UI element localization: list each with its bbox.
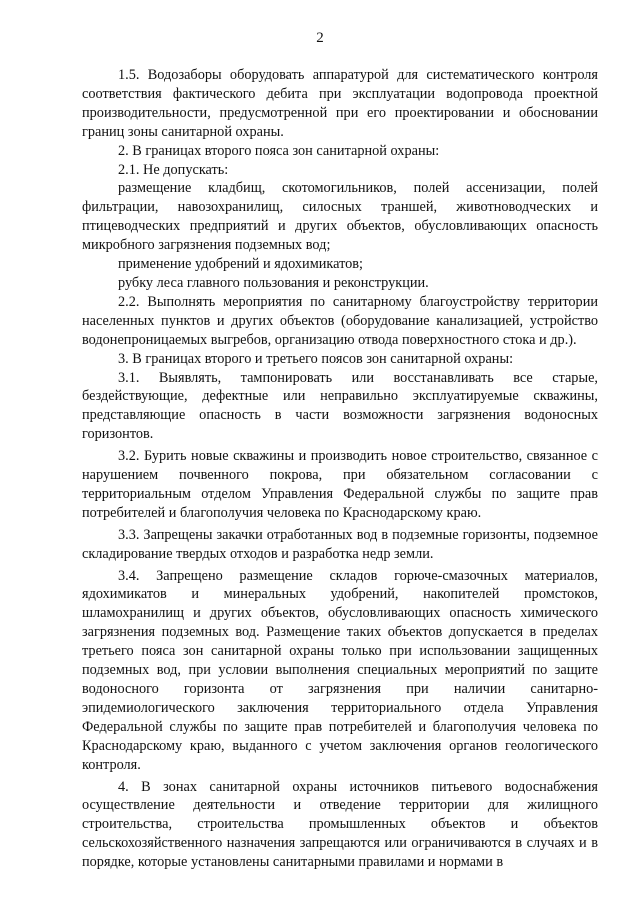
paragraph-3-2: 3.2. Бурить новые скважины и производить новое строительство, связанное с нарушением почвенного покрова, при обязательном согласовании с территориальным отделом Управления Федеральной службы по защите прав потребителей и благополучия человека по Краснодарскому краю.	[82, 448, 598, 521]
paragraph-2-1-item-3: рубку леса главного пользования и реконструкции.	[118, 274, 429, 291]
paragraph-2-1-item-1: размещение кладбищ, скотомогильников, полей ассенизации, полей фильтрации, навозохранилищ, силосных траншей, животноводческих и птицеводческих предприятий и других объектов, обусловливающих опасность микробного загрязнения подземных вод;	[82, 180, 598, 254]
paragraph-3: 3. В границах второго и третьего поясов зон санитарной охраны:	[118, 350, 514, 367]
document-body	[82, 66, 598, 872]
paragraph-2-2: 2.2. Выполнять мероприятия по санитарному благоустройству территории населенных пунктов и других объектов (оборудование канализацией, устройство водонепроницаемых выгребов, организацию отвода поверхностного стока и др.).	[82, 293, 598, 348]
paragraph-3-4: 3.4. Запрещено размещение складов горюче-смазочных материалов, ядохимикатов и минеральных удобрений, накопителей промстоков, шламохранилищ и других объектов, обусловливающих опасность химического загрязнения подземных вод. Размещение таких объектов допускается в пределах третьего пояса зон санитарной охраны только при использовании защищенных подземных вод, при условии выполнения специальных мероприятий по защите водоносного горизонта от загрязнения при наличии санитарно-эпидемиологического заключения территориального отдела Управления Федеральной службы по защите прав потребителей и благополучия человека по Краснодарскому краю, выданного с учетом заключения органов геологического контроля.	[82, 567, 598, 773]
paragraph-4: 4. В зонах санитарной охраны источников питьевого водоснабжения осуществление деятельности и отведение территории для жилищного строительства, строительства промышленных объектов и объектов сельскохозяйственного назначения запрещаются или ограничиваются в случаях и в порядке, которые установлены санитарными правилами и нормами в	[82, 778, 598, 871]
paragraph-2: 2. В границах второго пояса зон санитарной охраны:	[118, 142, 440, 159]
paragraph-2-1-item-2: применение удобрений и ядохимикатов;	[118, 256, 364, 273]
paragraph-1-5: 1.5. Водозаборы оборудовать аппаратурой для систематического контроля соответствия фактического дебита при эксплуатации водопровода проектной производительности, предусмотренной при его проектировании и обосновании границ зоны санитарной охраны.	[82, 67, 598, 140]
paragraph-3-1: 3.1. Выявлять, тампонировать или восстанавливать все старые, бездействующие, дефектные или неправильно эксплуатируемые скважины, представляющие опасность в части возможности загрязнения водоносных горизонтов.	[82, 369, 598, 443]
page-number: 2	[316, 30, 324, 46]
paragraph-2-1: 2.1. Не допускать:	[118, 161, 229, 178]
paragraph-3-3: 3.3. Запрещены закачки отработанных вод в подземные горизонты, подземное складирование твердых отходов и разработка недр земли.	[82, 526, 598, 562]
